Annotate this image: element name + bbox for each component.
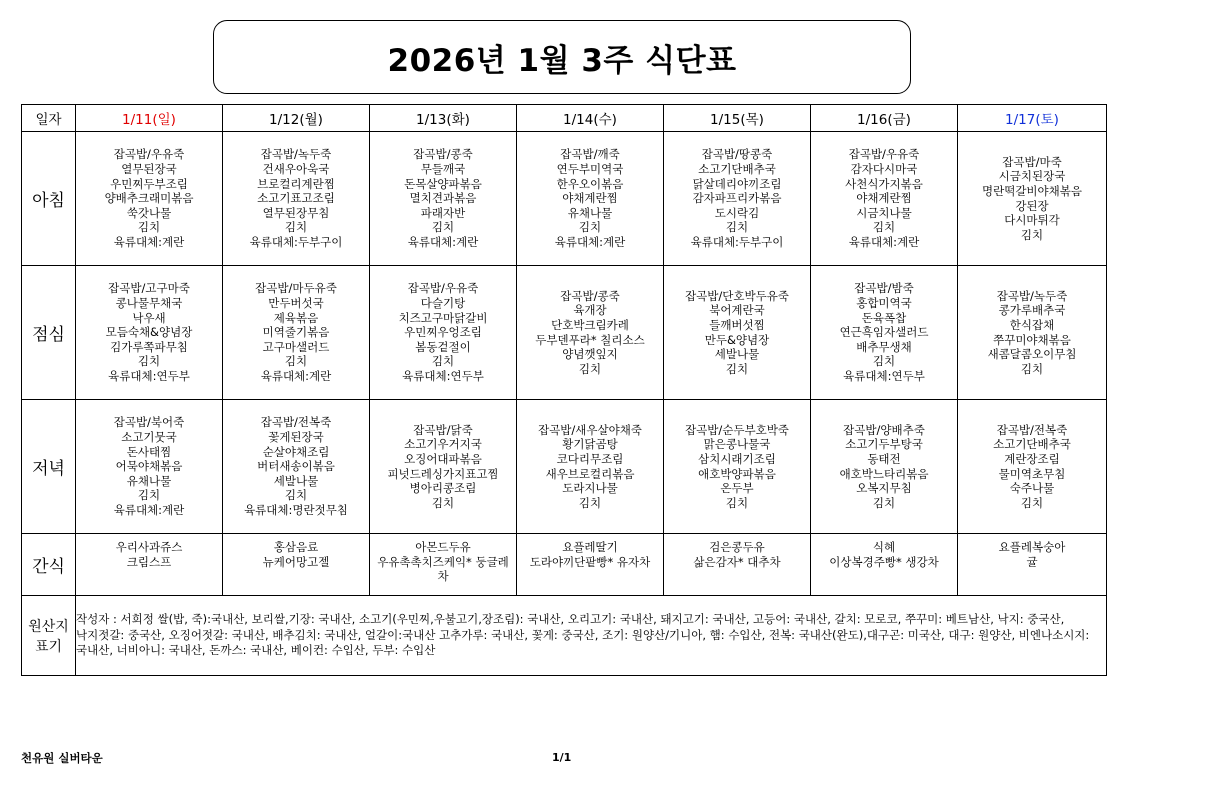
menu-item: 잡곡밥/밤죽 — [854, 281, 914, 296]
menu-item: 소고기두부탕국 — [845, 437, 923, 452]
menu-cell — [370, 132, 517, 266]
menu-item: 건새우아욱국 — [262, 162, 330, 177]
menu-item: 새우브로컬리볶음 — [545, 466, 635, 481]
menu-item: 시금치나물 — [856, 205, 912, 220]
menu-item: 세발나물 — [273, 473, 319, 488]
menu-item: 요플레복숭아 — [998, 540, 1066, 554]
menu-item: 김치 — [137, 354, 161, 369]
date-label: 일자 — [22, 105, 76, 132]
menu-item: 잡곡밥/양배추죽 — [843, 422, 925, 437]
menu-item: 잡곡밥/땅콩죽 — [701, 147, 773, 162]
menu-item: 잡곡밥/우유죽 — [407, 281, 479, 296]
menu-item: 열무된장국 — [121, 162, 177, 177]
menu-item: 브로컬리계란찜 — [257, 176, 335, 191]
menu-item: 봄동겉절이 — [415, 339, 471, 354]
menu-item: 도라지나물 — [562, 481, 618, 496]
menu-cell — [958, 266, 1107, 400]
menu-cell — [811, 400, 958, 534]
menu-item: 김치 — [137, 488, 161, 503]
menu-item: 우리사과쥬스 — [115, 540, 183, 554]
meal-label-breakfast: 아침 — [22, 132, 76, 266]
menu-item: 코다리무조림 — [556, 451, 624, 466]
menu-cell — [958, 132, 1107, 266]
menu-item: 오복지무침 — [856, 481, 912, 496]
menu-item: 열무된장무침 — [262, 205, 330, 220]
menu-item: 잡곡밥/우유죽 — [848, 147, 920, 162]
menu-item: 양념깻잎지 — [562, 347, 618, 362]
menu-item: 잡곡밥/닭죽 — [413, 422, 473, 437]
menu-item: 숙주나물 — [1009, 481, 1055, 496]
menu-item: 다시마튀각 — [1004, 213, 1060, 228]
menu-item: 유채나물 — [567, 205, 613, 220]
snack-cell — [958, 534, 1107, 596]
menu-item: 육류대체:계란 — [113, 502, 185, 517]
menu-item: 소고기뭇국 — [121, 430, 177, 445]
menu-cell — [76, 132, 223, 266]
menu-cell — [76, 266, 223, 400]
menu-item: 도시락김 — [714, 205, 760, 220]
menu-item: 명란떡갈비야채볶음 — [982, 183, 1082, 198]
menu-item: 김치 — [284, 220, 308, 235]
menu-item: 동태전 — [867, 451, 901, 466]
menu-item: 김치 — [431, 354, 455, 369]
meal-label-snack: 간식 — [22, 534, 76, 596]
menu-item: 콩나물무채국 — [115, 296, 183, 311]
menu-item: 어묵야채볶음 — [115, 459, 183, 474]
menu-item: 온두부 — [720, 481, 754, 496]
meal-label-dinner: 저녁 — [22, 400, 76, 534]
menu-item: 감자파프리카볶음 — [692, 191, 782, 206]
menu-cell — [517, 400, 664, 534]
menu-item: 돈육폭찹 — [861, 310, 907, 325]
snack-cell — [223, 534, 370, 596]
menu-item: 버터새송이볶음 — [257, 459, 335, 474]
menu-item: 잡곡밥/새우살야채죽 — [538, 422, 642, 437]
menu-item: 꽃게된장국 — [268, 430, 324, 445]
menu-item: 잡곡밥/마두유죽 — [255, 281, 337, 296]
menu-item: 소고기단배추국 — [698, 162, 776, 177]
menu-item: 육류대체:두부구이 — [249, 234, 343, 249]
menu-item: 김치 — [137, 220, 161, 235]
menu-item: 만두버섯국 — [268, 296, 324, 311]
menu-item: 물미역초무침 — [998, 466, 1066, 481]
menu-item: 김치 — [725, 361, 749, 376]
menu-item: 콩가루배추국 — [998, 303, 1066, 318]
menu-item: 멸치견과볶음 — [409, 191, 477, 206]
menu-item: 잡곡밥/콩죽 — [413, 147, 473, 162]
menu-item: 야채계란찜 — [562, 191, 618, 206]
menu-item: 김가루쪽파무침 — [110, 339, 188, 354]
menu-item: 김치 — [725, 220, 749, 235]
menu-item: 돈사태찜 — [126, 444, 172, 459]
menu-item: 연두부미역국 — [556, 162, 624, 177]
day-header: 1/17(토) — [958, 105, 1107, 132]
menu-cell — [223, 132, 370, 266]
breakfast-row — [22, 132, 1107, 266]
menu-item: 식혜 — [872, 540, 896, 554]
menu-item: 야채계란찜 — [856, 191, 912, 206]
menu-item: 차 — [437, 569, 449, 584]
header-row — [22, 105, 1107, 132]
menu-item: 육류대체:계란 — [554, 234, 626, 249]
menu-item: 들깨버섯찜 — [709, 317, 765, 332]
menu-item: 북어계란국 — [709, 303, 765, 318]
menu-cell — [664, 266, 811, 400]
menu-item: 세발나물 — [714, 347, 760, 362]
meal-label-lunch: 점심 — [22, 266, 76, 400]
menu-cell — [811, 266, 958, 400]
menu-item: 검은콩두유 — [709, 540, 765, 554]
menu-item: 육류대체:계란 — [407, 234, 479, 249]
menu-item: 돈목살양파볶음 — [404, 176, 482, 191]
snack-cell — [370, 534, 517, 596]
menu-item: 크림스프 — [126, 554, 172, 569]
menu-item: 김치 — [578, 361, 602, 376]
menu-item: 소고기표고조림 — [257, 191, 335, 206]
menu-item: 잡곡밥/북어죽 — [113, 415, 185, 430]
menu-item: 새콤달콤오이무침 — [987, 347, 1077, 362]
menu-cell — [370, 266, 517, 400]
menu-item: 김치 — [578, 220, 602, 235]
menu-item: 잡곡밥/녹두죽 — [996, 288, 1068, 303]
snack-cell — [517, 534, 664, 596]
menu-item: 낙우새 — [132, 310, 166, 325]
menu-cell — [370, 400, 517, 534]
menu-item: 육류대체:명란젓무침 — [244, 502, 348, 517]
snack-cell — [76, 534, 223, 596]
menu-item: 잡곡밥/녹두죽 — [260, 147, 332, 162]
menu-item: 애호박느타리볶음 — [839, 466, 929, 481]
menu-item: 김치 — [284, 354, 308, 369]
menu-item: 병아리콩조림 — [409, 481, 477, 496]
menu-item: 계란장조림 — [1004, 451, 1060, 466]
title-box — [213, 20, 911, 94]
snack-cell — [811, 534, 958, 596]
origin-row — [22, 596, 1107, 676]
menu-item: 닭살데리야끼조림 — [692, 176, 782, 191]
menu-item: 한우오이볶음 — [556, 176, 624, 191]
menu-item: 귤 — [1026, 554, 1038, 569]
menu-item: 모듬숙채&양념장 — [105, 325, 193, 340]
day-header: 1/11(일) — [76, 105, 223, 132]
menu-item: 감자다시마국 — [850, 162, 918, 177]
menu-item: 육류대체:계란 — [260, 368, 332, 383]
menu-cell — [517, 266, 664, 400]
day-header: 1/12(월) — [223, 105, 370, 132]
menu-cell — [664, 400, 811, 534]
menu-cell — [811, 132, 958, 266]
menu-item: 육류대체:계란 — [113, 234, 185, 249]
menu-item: 김치 — [872, 495, 896, 510]
menu-item: 잡곡밥/전복죽 — [996, 422, 1068, 437]
menu-item: 순살야채조림 — [262, 444, 330, 459]
menu-item: 쭈꾸미야채볶음 — [993, 332, 1071, 347]
menu-item: 쑥갓나물 — [126, 205, 172, 220]
lunch-row — [22, 266, 1107, 400]
menu-item: 김치 — [725, 495, 749, 510]
menu-item: 강된장 — [1015, 198, 1049, 213]
menu-item: 배추무생채 — [856, 339, 912, 354]
menu-cell — [223, 400, 370, 534]
snack-row — [22, 534, 1107, 596]
menu-item: 육류대체:두부구이 — [690, 234, 784, 249]
menu-item: 잡곡밥/전복죽 — [260, 415, 332, 430]
dinner-row — [22, 400, 1107, 534]
menu-item: 제육볶음 — [273, 310, 319, 325]
menu-cell — [76, 400, 223, 534]
menu-item: 애호박양파볶음 — [698, 466, 776, 481]
menu-item: 뉴케어망고젤 — [262, 554, 330, 569]
menu-item: 도라야끼단팥빵* 유자차 — [529, 554, 651, 569]
menu-item: 잡곡밥/마죽 — [1002, 154, 1062, 169]
menu-item: 삶은감자* 대추차 — [693, 554, 781, 569]
menu-item: 김치 — [431, 495, 455, 510]
menu-item: 김치 — [284, 488, 308, 503]
menu-item: 김치 — [1020, 227, 1044, 242]
menu-item: 유채나물 — [126, 473, 172, 488]
menu-item: 만두&양념장 — [704, 332, 770, 347]
menu-item: 육류대체:연두부 — [108, 368, 190, 383]
menu-item: 잡곡밥/순두부호박죽 — [685, 422, 789, 437]
menu-item: 우유촉촉치즈케익* 둥글레 — [377, 554, 509, 569]
snack-cell — [664, 534, 811, 596]
menu-item: 김치 — [1020, 361, 1044, 376]
menu-item: 다슬기탕 — [420, 296, 466, 311]
menu-item: 오징어대파볶음 — [404, 451, 482, 466]
page-title: 2026년 1월 3주 식단표 — [387, 42, 737, 79]
menu-item: 잡곡밥/우유죽 — [113, 147, 185, 162]
menu-item: 김치 — [1020, 495, 1044, 510]
menu-cell — [517, 132, 664, 266]
menu-item: 이상복경주빵* 생강차 — [829, 554, 939, 569]
menu-item: 소고기우거지국 — [404, 437, 482, 452]
menu-item: 두부덴푸라* 칠리소스 — [535, 332, 645, 347]
menu-item: 잡곡밥/단호박두유죽 — [685, 288, 789, 303]
menu-item: 홍합미역국 — [856, 296, 912, 311]
menu-item: 양배추크래미볶음 — [104, 191, 194, 206]
menu-item: 아몬드두유 — [415, 540, 471, 554]
menu-item: 치즈고구마닭갈비 — [398, 310, 488, 325]
menu-item: 맑은콩나물국 — [703, 437, 771, 452]
menu-item: 파래자반 — [420, 205, 466, 220]
menu-cell — [223, 266, 370, 400]
menu-cell — [664, 132, 811, 266]
menu-item: 김치 — [578, 495, 602, 510]
menu-item: 잡곡밥/고구마죽 — [108, 281, 190, 296]
day-header: 1/14(수) — [517, 105, 664, 132]
menu-item: 육류대체:연두부 — [402, 368, 484, 383]
menu-cell — [958, 400, 1107, 534]
menu-item: 우민찌우엉조림 — [404, 325, 482, 340]
menu-item: 시금치된장국 — [998, 169, 1066, 184]
menu-table — [21, 104, 1107, 676]
menu-item: 미역줄기볶음 — [262, 325, 330, 340]
footer-organization: 천유원 실버타운 — [21, 751, 103, 765]
menu-item: 김치 — [431, 220, 455, 235]
origin-label: 원산지 표기 — [22, 596, 76, 676]
menu-item: 삼치시래기조림 — [698, 451, 776, 466]
origin-text: 작성자 : 서희정 쌀(밥, 죽):국내산, 보리쌀,기장: 국내산, 소고기(우민찌,우불고기,장조림): 국내산, 오리고기: 국내산, 돼지고기: 국내산, 고등어: 국내산, 갈치: 모로코, 쭈꾸미: 베트남산, 낙지: 중국산, 낙지젓갈: 중국산, 오징어젓갈: 국내산, 배추김치: 국내산, 얼갈이:국내산 고추가루: 국내산, 꽃게: 중국산, 조기: 원양산/기니아, 햄: 수입산, 전복: 국내산(완도),대구곤: 미국산, 대구: 원양산, 비엔나소시지: 국내산, 너비아니: 국내산, 돈까스: 국내산, 베이컨: 수입산, 두부: 수입산 — [76, 596, 1107, 676]
menu-item: 육류대체:계란 — [848, 234, 920, 249]
menu-item: 무들깨국 — [420, 162, 466, 177]
menu-item: 육개장 — [573, 303, 607, 318]
day-header: 1/13(화) — [370, 105, 517, 132]
menu-item: 육류대체:연두부 — [843, 368, 925, 383]
footer-page-number: 1/1 — [552, 751, 572, 764]
menu-item: 황기닭곰탕 — [562, 437, 618, 452]
menu-item: 우민찌두부조림 — [110, 176, 188, 191]
menu-item: 요플레딸기 — [562, 540, 618, 554]
menu-item: 소고기단배추국 — [993, 437, 1071, 452]
menu-item: 잡곡밥/콩죽 — [560, 288, 620, 303]
menu-item: 단호박크림카레 — [551, 317, 629, 332]
menu-item: 피넛드레싱가지표고찜 — [387, 466, 499, 481]
menu-item: 홍삼음료 — [273, 540, 319, 554]
menu-item: 김치 — [872, 354, 896, 369]
menu-item: 사천식가지볶음 — [845, 176, 923, 191]
menu-item: 김치 — [872, 220, 896, 235]
menu-item: 잡곡밥/깨죽 — [560, 147, 620, 162]
day-header: 1/15(목) — [664, 105, 811, 132]
day-header: 1/16(금) — [811, 105, 958, 132]
menu-item: 연근흑임자샐러드 — [839, 325, 929, 340]
menu-item: 한식잡채 — [1009, 317, 1055, 332]
menu-item: 고구마샐러드 — [262, 339, 330, 354]
